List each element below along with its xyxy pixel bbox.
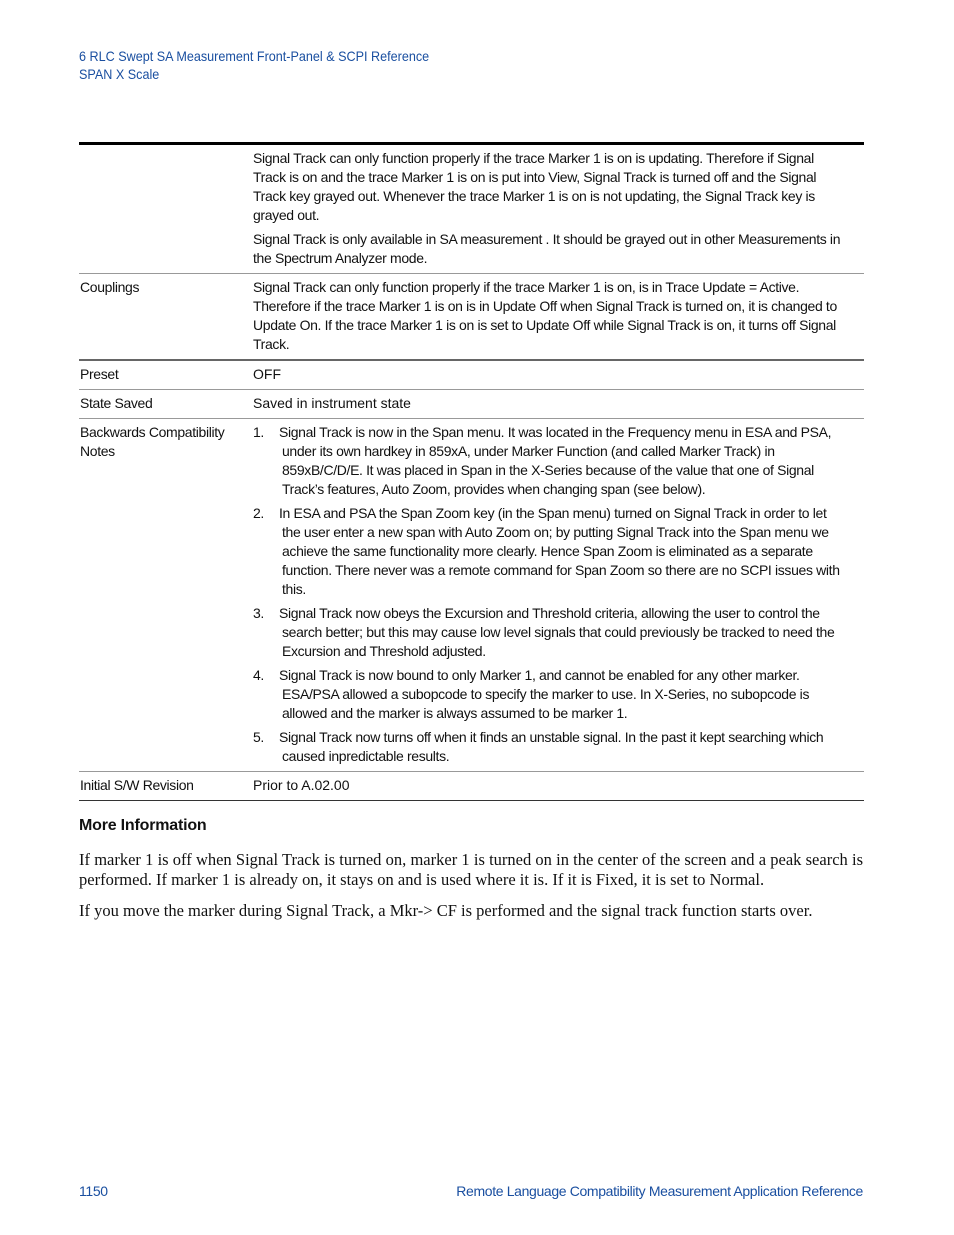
list-item (253, 604, 844, 661)
page-number: 1150 (79, 1183, 108, 1199)
list-number: 5. (253, 729, 264, 745)
section-title: SPAN X Scale (79, 66, 160, 82)
row-value (253, 274, 864, 359)
list-item (253, 728, 844, 766)
row-label: State Saved (80, 395, 153, 411)
list-item (253, 423, 844, 499)
list-text: Signal Track now turns off when it finds an unstable signal. In the past it kept searching which caused inpredictable results. (278, 729, 824, 764)
note-paragraph-1: Signal Track can only function properly if the trace Marker 1 is on is updating. Therefore if Signal Track is on and the trace Marker 1 is on is put into View, Signal Track is turned off and the Signal Track key grayed out. Whenever the trace Marker 1 is on is not updating, the Signal Track key is grayed out. (253, 150, 817, 223)
list-number: 2. (253, 505, 264, 521)
table-row-initial-revision (79, 772, 864, 800)
table-row-couplings (79, 274, 864, 361)
row-label: Couplings (80, 279, 140, 295)
row-label (79, 145, 253, 273)
list-number: 1. (253, 424, 264, 440)
table-row-preset (79, 361, 864, 390)
section-heading: More Information (79, 817, 207, 834)
book-title: Remote Language Compatibility Measurement Application Reference (456, 1183, 863, 1199)
row-value (253, 419, 864, 771)
row-label: Backwards Compatibility Notes (80, 424, 225, 459)
list-number: 4. (253, 667, 264, 683)
list-number: 3. (253, 605, 264, 621)
list-text: In ESA and PSA the Span Zoom key (in the Span menu) turned on Signal Track in order to let the user enter a new span with Auto Zoom on; by putting Signal Track into the Span menu we achieve the same functionality more clearly. Hence Span Zoom is eliminated as a separate function. There never was a remote command for Span Zoom so there are no SCPI issues with this. (278, 505, 840, 597)
row-value (253, 145, 864, 273)
body-paragraph-1: If marker 1 is off when Signal Track is turned on, marker 1 is turned on in the center of the screen and a peak search is performed. If marker 1 is already on, it stays on and is used where it is. If it is Fixed, it is set to Normal. (79, 850, 863, 889)
body-paragraph-2: If you move the marker during Signal Track, a Mkr-> CF is performed and the signal track function starts over. (79, 901, 813, 920)
chapter-title: 6 RLC Swept SA Measurement Front-Panel & SCPI Reference (79, 48, 430, 64)
list-text: Signal Track now obeys the Excursion and Threshold criteria, allowing the user to control the search better; but this may cause low level signals that could previously be tracked to need the Excursion and Threshold adjusted. (278, 605, 835, 659)
row-label: Preset (80, 366, 119, 382)
list-text: Signal Track is now bound to only Marker 1, and cannot be enabled for any other marker. ESA/PSA allowed a subopcode to specify the marker to use. In X-Series, no subopcode is allowed and the marker is always assumed to be marker 1. (278, 667, 810, 721)
row-label: Initial S/W Revision (80, 777, 194, 793)
running-header (79, 47, 468, 83)
list-item (253, 504, 844, 599)
row-value: Prior to A.02.00 (253, 777, 350, 793)
properties-table (79, 142, 864, 801)
couplings-text: Signal Track can only function properly if the trace Marker 1 is on, is in Trace Update = Active. Therefore if the trace Marker 1 is on is in Update Off when Signal Track is turned on, it is changed to Update On. If the trace Marker 1 is on is set to Update Off while Signal Track is on, it turns off Signal Track. (253, 279, 837, 352)
table-row-signal-track-notes (79, 145, 864, 274)
list-item (253, 666, 844, 723)
row-value: OFF (253, 366, 281, 382)
more-info-body (79, 850, 863, 932)
list-text: Signal Track is now in the Span menu. It was located in the Frequency menu in ESA and PSA, under its own hardkey in 859xA, under Marker Function (and called Marker Track) in 859xB/C/D/E. It was placed in Span in the X-Series because of the value that one of Signal Track’s features, Auto Zoom, provides when changing span (see below). (278, 424, 832, 497)
note-paragraph-2: Signal Track is only available in SA measurement . It should be grayed out in other Measurements in the Spectrum Analyzer mode. (253, 231, 841, 266)
row-value: Saved in instrument state (253, 395, 411, 411)
table-row-backwards-compatibility (79, 419, 864, 772)
table-row-state-saved (79, 390, 864, 419)
